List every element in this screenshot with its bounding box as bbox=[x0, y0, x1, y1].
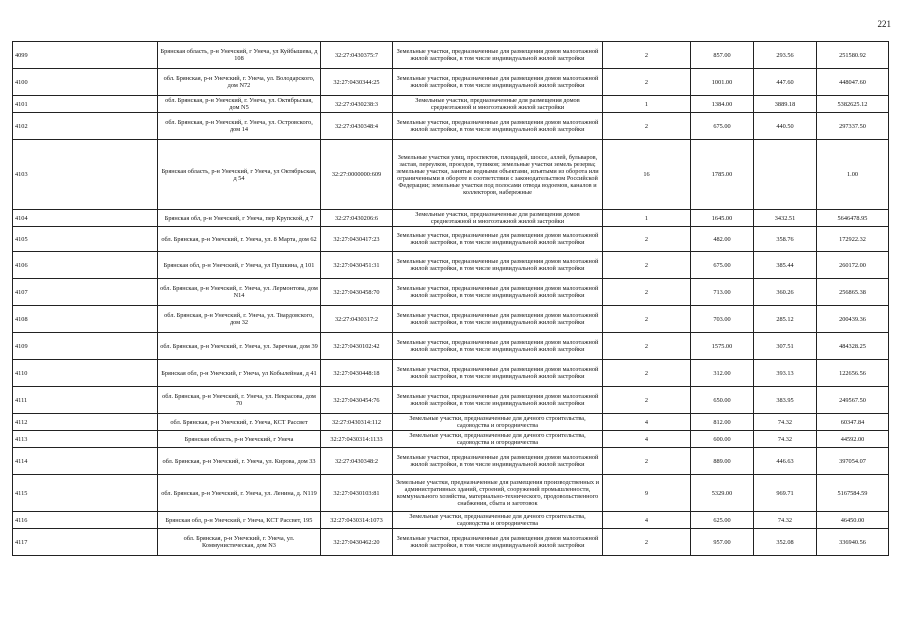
specific-value-cell: 74.32 bbox=[754, 431, 817, 448]
area-cell: 703.00 bbox=[691, 306, 754, 333]
table-row bbox=[13, 113, 889, 140]
cadastral-value-cell: 448047.60 bbox=[817, 69, 889, 96]
specific-value-cell: 393.13 bbox=[754, 360, 817, 387]
cadastral-value-cell: 122656.56 bbox=[817, 360, 889, 387]
specific-value-cell: 74.32 bbox=[754, 512, 817, 529]
cadastral-number-cell: 32:27:0430348:4 bbox=[321, 113, 393, 140]
table-row bbox=[13, 360, 889, 387]
address-cell: обл. Брянская, р-н Унечский, г. Унеча, ул. 8 Марта, дом 62 bbox=[158, 227, 321, 252]
address-cell: Брянская область, р-н Унечский, г Унеча, ул Октябрьская, д 54 bbox=[158, 140, 321, 210]
specific-value-cell: 3889.18 bbox=[754, 96, 817, 113]
cadastral-value-cell: 397054.07 bbox=[817, 448, 889, 475]
group-number-cell: 2 bbox=[603, 360, 691, 387]
area-cell: 625.00 bbox=[691, 512, 754, 529]
specific-value-cell: 3432.51 bbox=[754, 210, 817, 227]
land-use-cell: Земельные участки, предназначенные для дачного строительства, садоводства и огородничества bbox=[393, 414, 603, 431]
cadastral-value-cell: 251580.92 bbox=[817, 42, 889, 69]
group-number-cell: 2 bbox=[603, 279, 691, 306]
address-cell: Брянская обл, р-н Унечский, г Унеча, пер Крупской, д 7 bbox=[158, 210, 321, 227]
cadastral-number-cell: 32:27:0430314:1133 bbox=[321, 431, 393, 448]
cadastral-value-cell: 5382625.12 bbox=[817, 96, 889, 113]
row-number: 4106 bbox=[13, 252, 158, 279]
table-row bbox=[13, 96, 889, 113]
group-number-cell: 2 bbox=[603, 387, 691, 414]
cadastral-number-cell: 32:27:0000000:609 bbox=[321, 140, 393, 210]
land-use-cell: Земельные участки, предназначенные для размещения домов среднеэтажной и многоэтажной жилой застройки bbox=[393, 210, 603, 227]
cadastral-number-cell: 32:27:0430317:2 bbox=[321, 306, 393, 333]
cadastral-value-cell: 1.00 bbox=[817, 140, 889, 210]
area-cell: 812.00 bbox=[691, 414, 754, 431]
area-cell: 889.00 bbox=[691, 448, 754, 475]
area-cell: 857.00 bbox=[691, 42, 754, 69]
specific-value-cell: 307.51 bbox=[754, 333, 817, 360]
table-row bbox=[13, 512, 889, 529]
row-number: 4117 bbox=[13, 529, 158, 556]
area-cell: 312.00 bbox=[691, 360, 754, 387]
land-use-cell: Земельные участки, предназначенные для размещения домов малоэтажной жилой застройки, в том числе индивидуальной жилой застройки bbox=[393, 252, 603, 279]
row-number: 4104 bbox=[13, 210, 158, 227]
address-cell: обл. Брянская, р-н Унечский, г. Унеча, ул. Ленина, д. N119 bbox=[158, 475, 321, 512]
cadastral-value-cell: 256865.38 bbox=[817, 279, 889, 306]
specific-value-cell: 352.08 bbox=[754, 529, 817, 556]
cadastral-value-cell: 60347.84 bbox=[817, 414, 889, 431]
land-use-cell: Земельные участки, предназначенные для размещения домов малоэтажной жилой застройки, в том числе индивидуальной жилой застройки bbox=[393, 306, 603, 333]
land-use-cell: Земельные участки, предназначенные для размещения домов малоэтажной жилой застройки, в том числе индивидуальной жилой застройки bbox=[393, 333, 603, 360]
address-cell: обл. Брянская, р-н Унечский, г. Унеча, ул. Коммунистическая, дом N3 bbox=[158, 529, 321, 556]
land-use-cell: Земельные участки, предназначенные для размещения домов малоэтажной жилой застройки, в том числе индивидуальной жилой застройки bbox=[393, 360, 603, 387]
land-use-cell: Земельные участки, предназначенные для размещения домов малоэтажной жилой застройки, в том числе индивидуальной жилой застройки bbox=[393, 69, 603, 96]
cadastral-value-table bbox=[12, 41, 889, 556]
row-number: 4109 bbox=[13, 333, 158, 360]
table-row bbox=[13, 387, 889, 414]
group-number-cell: 2 bbox=[603, 448, 691, 475]
table-row bbox=[13, 140, 889, 210]
cadastral-number-cell: 32:27:0430314:1073 bbox=[321, 512, 393, 529]
address-cell: обл. Брянская, р-н Унечский, г. Унеча, ул. Володарского, дом N72 bbox=[158, 69, 321, 96]
land-use-cell: Земельные участки, предназначенные для размещения домов малоэтажной жилой застройки, в том числе индивидуальной жилой застройки bbox=[393, 448, 603, 475]
specific-value-cell: 293.56 bbox=[754, 42, 817, 69]
land-use-cell: Земельные участки, предназначенные для размещения домов малоэтажной жилой застройки, в том числе индивидуальной жилой застройки bbox=[393, 113, 603, 140]
group-number-cell: 9 bbox=[603, 475, 691, 512]
address-cell: Брянская область, р-н Унечский, г Унеча, ул Куйбышева, д 108 bbox=[158, 42, 321, 69]
table-body bbox=[13, 42, 889, 556]
row-number: 4101 bbox=[13, 96, 158, 113]
row-number: 4116 bbox=[13, 512, 158, 529]
cadastral-number-cell: 32:27:0430103:81 bbox=[321, 475, 393, 512]
land-use-cell: Земельные участки, предназначенные для размещения домов малоэтажной жилой застройки, в том числе индивидуальной жилой застройки bbox=[393, 529, 603, 556]
area-cell: 482.00 bbox=[691, 227, 754, 252]
cadastral-number-cell: 32:27:0430448:18 bbox=[321, 360, 393, 387]
address-cell: обл. Брянская, р-н Унечский, г. Унеча, ул. Октябрьская, дом N5 bbox=[158, 96, 321, 113]
land-use-cell: Земельные участки, предназначенные для размещения домов малоэтажной жилой застройки, в том числе индивидуальной жилой застройки bbox=[393, 387, 603, 414]
area-cell: 600.00 bbox=[691, 431, 754, 448]
row-number: 4115 bbox=[13, 475, 158, 512]
group-number-cell: 1 bbox=[603, 96, 691, 113]
table-row bbox=[13, 414, 889, 431]
specific-value-cell: 360.26 bbox=[754, 279, 817, 306]
row-number: 4108 bbox=[13, 306, 158, 333]
row-number: 4110 bbox=[13, 360, 158, 387]
table-row bbox=[13, 475, 889, 512]
cadastral-value-cell: 172922.32 bbox=[817, 227, 889, 252]
land-use-cell: Земельные участки, предназначенные для дачного строительства, садоводства и огородничества bbox=[393, 431, 603, 448]
cadastral-number-cell: 32:27:0430206:6 bbox=[321, 210, 393, 227]
cadastral-value-cell: 249567.50 bbox=[817, 387, 889, 414]
row-number: 4099 bbox=[13, 42, 158, 69]
row-number: 4105 bbox=[13, 227, 158, 252]
address-cell: обл. Брянская, р-н Унечский, г. Унеча, КСТ Рассвет bbox=[158, 414, 321, 431]
specific-value-cell: 358.76 bbox=[754, 227, 817, 252]
specific-value-cell: 447.60 bbox=[754, 69, 817, 96]
table-row bbox=[13, 306, 889, 333]
group-number-cell: 2 bbox=[603, 227, 691, 252]
address-cell: обл. Брянская, р-н Унечский, г. Унеча, ул. Некрасова, дом 70 bbox=[158, 387, 321, 414]
table-row bbox=[13, 42, 889, 69]
row-number: 4103 bbox=[13, 140, 158, 210]
cadastral-number-cell: 32:27:0430348:2 bbox=[321, 448, 393, 475]
table-row bbox=[13, 431, 889, 448]
group-number-cell: 16 bbox=[603, 140, 691, 210]
table-row bbox=[13, 227, 889, 252]
group-number-cell: 4 bbox=[603, 512, 691, 529]
table-row bbox=[13, 252, 889, 279]
table-row bbox=[13, 210, 889, 227]
area-cell: 957.00 bbox=[691, 529, 754, 556]
area-cell: 1785.00 bbox=[691, 140, 754, 210]
cadastral-number-cell: 32:27:0430102:42 bbox=[321, 333, 393, 360]
address-cell: обл. Брянская, р-н Унечский, г. Унеча, ул. Твардовского, дом 32 bbox=[158, 306, 321, 333]
cadastral-value-cell: 44592.00 bbox=[817, 431, 889, 448]
cadastral-number-cell: 32:27:0430314:112 bbox=[321, 414, 393, 431]
row-number: 4100 bbox=[13, 69, 158, 96]
row-number: 4114 bbox=[13, 448, 158, 475]
group-number-cell: 2 bbox=[603, 113, 691, 140]
area-cell: 713.00 bbox=[691, 279, 754, 306]
land-use-cell: Земельные участки, предназначенные для дачного строительства, садоводства и огородничества bbox=[393, 512, 603, 529]
row-number: 4111 bbox=[13, 387, 158, 414]
group-number-cell: 2 bbox=[603, 306, 691, 333]
cadastral-number-cell: 32:27:0430454:76 bbox=[321, 387, 393, 414]
group-number-cell: 4 bbox=[603, 414, 691, 431]
address-cell: обл. Брянская, р-н Унечский, г. Унеча, ул. Лермонтова, дом N14 bbox=[158, 279, 321, 306]
specific-value-cell: 383.95 bbox=[754, 387, 817, 414]
land-use-cell: Земельные участки, предназначенные для размещения домов малоэтажной жилой застройки, в том числе индивидуальной жилой застройки bbox=[393, 227, 603, 252]
area-cell: 675.00 bbox=[691, 113, 754, 140]
cadastral-number-cell: 32:27:0430458:70 bbox=[321, 279, 393, 306]
address-cell: Брянская область, р-н Унечский, г Унеча bbox=[158, 431, 321, 448]
cadastral-number-cell: 32:27:0430344:25 bbox=[321, 69, 393, 96]
row-number: 4112 bbox=[13, 414, 158, 431]
specific-value-cell: 446.63 bbox=[754, 448, 817, 475]
row-number: 4102 bbox=[13, 113, 158, 140]
group-number-cell: 1 bbox=[603, 210, 691, 227]
area-cell: 675.00 bbox=[691, 252, 754, 279]
group-number-cell: 2 bbox=[603, 252, 691, 279]
address-cell: обл. Брянская, р-н Унечский, г. Унеча, ул. Островского, дом 14 bbox=[158, 113, 321, 140]
table-row bbox=[13, 69, 889, 96]
address-cell: обл. Брянская, р-н Унечский, г. Унеча, ул. Заречная, дом 39 bbox=[158, 333, 321, 360]
cadastral-number-cell: 32:27:0430375:7 bbox=[321, 42, 393, 69]
area-cell: 1001.00 bbox=[691, 69, 754, 96]
area-cell: 1645.00 bbox=[691, 210, 754, 227]
specific-value-cell: 385.44 bbox=[754, 252, 817, 279]
address-cell: Брянская обл, р-н Унечский, г Унеча, КСТ Рассвет, 195 bbox=[158, 512, 321, 529]
page-number: 221 bbox=[877, 19, 891, 29]
cadastral-value-cell: 260172.00 bbox=[817, 252, 889, 279]
table-row bbox=[13, 279, 889, 306]
address-cell: обл. Брянская, р-н Унечский, г. Унеча, ул. Кирова, дом 33 bbox=[158, 448, 321, 475]
area-cell: 5329.00 bbox=[691, 475, 754, 512]
group-number-cell: 2 bbox=[603, 69, 691, 96]
row-number: 4107 bbox=[13, 279, 158, 306]
row-number: 4113 bbox=[13, 431, 158, 448]
land-use-cell: Земельные участки, предназначенные для размещения домов малоэтажной жилой застройки, в том числе индивидуальной жилой застройки bbox=[393, 42, 603, 69]
cadastral-value-cell: 297337.50 bbox=[817, 113, 889, 140]
table-row bbox=[13, 448, 889, 475]
cadastral-value-cell: 336940.56 bbox=[817, 529, 889, 556]
specific-value-cell: 74.32 bbox=[754, 414, 817, 431]
address-cell: Брянская обл, р-н Унечский, г Унеча, ул Кобылейная, д 41 bbox=[158, 360, 321, 387]
specific-value-cell: 440.50 bbox=[754, 113, 817, 140]
land-use-cell: Земельные участки, предназначенные для размещения домов малоэтажной жилой застройки, в том числе индивидуальной жилой застройки bbox=[393, 279, 603, 306]
land-use-cell: Земельные участки, предназначенные для размещения производственных и административных зданий, строений, сооружений промышленности, коммунального хозяйства, материально-технического, продовольственного снабжения, сбыта и заготовок bbox=[393, 475, 603, 512]
area-cell: 650.00 bbox=[691, 387, 754, 414]
cadastral-number-cell: 32:27:0430451:31 bbox=[321, 252, 393, 279]
group-number-cell: 2 bbox=[603, 529, 691, 556]
cadastral-value-cell: 46450.00 bbox=[817, 512, 889, 529]
specific-value-cell bbox=[754, 140, 817, 210]
table-row bbox=[13, 333, 889, 360]
cadastral-number-cell: 32:27:0430417:23 bbox=[321, 227, 393, 252]
address-cell: Брянская обл, р-н Унечский, г Унеча, ул Пушкина, д 101 bbox=[158, 252, 321, 279]
specific-value-cell: 285.12 bbox=[754, 306, 817, 333]
specific-value-cell: 969.71 bbox=[754, 475, 817, 512]
group-number-cell: 2 bbox=[603, 42, 691, 69]
cadastral-value-cell: 5646478.95 bbox=[817, 210, 889, 227]
group-number-cell: 2 bbox=[603, 333, 691, 360]
cadastral-number-cell: 32:27:0430238:3 bbox=[321, 96, 393, 113]
area-cell: 1575.00 bbox=[691, 333, 754, 360]
cadastral-number-cell: 32:27:0430462:20 bbox=[321, 529, 393, 556]
table-row bbox=[13, 529, 889, 556]
area-cell: 1384.00 bbox=[691, 96, 754, 113]
land-use-cell: Земельные участки улиц, проспектов, площадей, шоссе, аллей, бульваров, застав, переулков, проездов, тупиков; земельные участки земель резерва; земельные участки, занятые водными объектами, изъятыми из оборота или ограниченными в обороте в соответствии с законодательством Российской Федерации; земельные участки под полосами отвода водоемов, каналов и коллекторов, набережные bbox=[393, 140, 603, 210]
cadastral-value-cell: 5167584.59 bbox=[817, 475, 889, 512]
cadastral-value-cell: 200439.36 bbox=[817, 306, 889, 333]
cadastral-value-cell: 484328.25 bbox=[817, 333, 889, 360]
land-use-cell: Земельные участки, предназначенные для размещения домов среднеэтажной и многоэтажной жилой застройки bbox=[393, 96, 603, 113]
group-number-cell: 4 bbox=[603, 431, 691, 448]
